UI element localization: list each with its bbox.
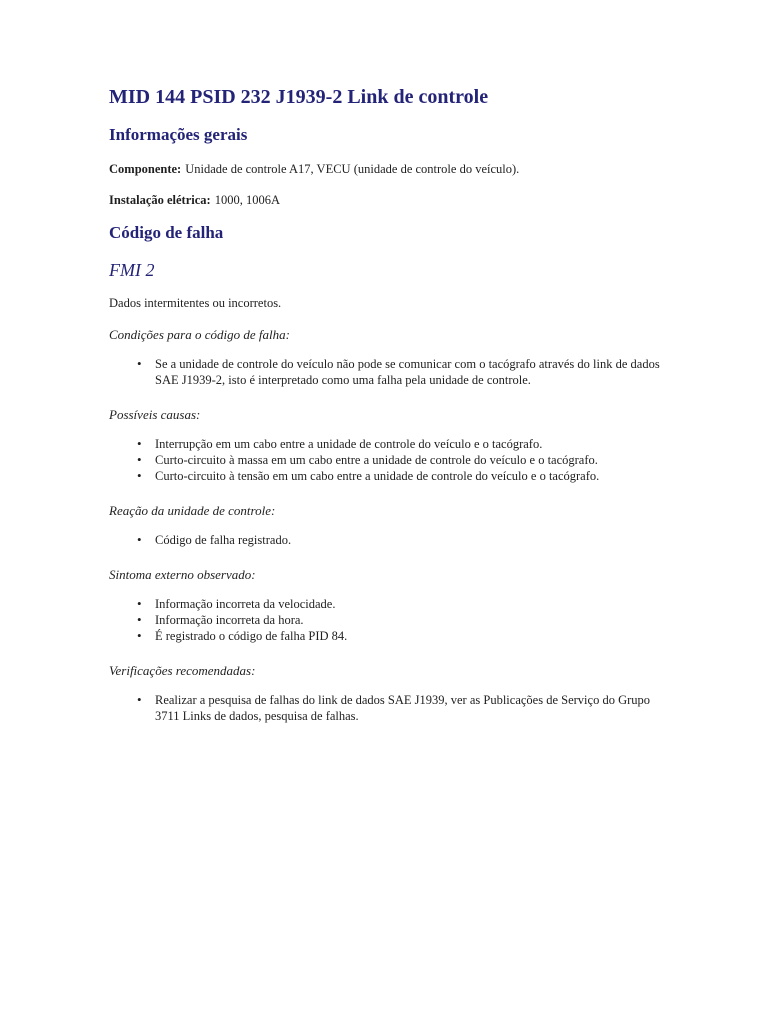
group-label-possiveis-causas: Possíveis causas: [109, 407, 201, 422]
field-value-componente: Unidade de controle A17, VECU (unidade de controle do veículo). [185, 162, 520, 176]
fault-description: Dados intermitentes ou incorretos. [109, 296, 282, 310]
bullet-list-reacao [109, 532, 668, 548]
bullet-item: • Código de falha registrado. [109, 532, 668, 548]
document-title: MID 144 PSID 232 J1939-2 Link de controle [109, 86, 489, 108]
field-label-componente: Componente: [109, 162, 182, 176]
group-label-sintoma: Sintoma externo observado: [109, 567, 256, 582]
bullet-item: • Se a unidade de controle do veículo não pode se comunicar com o tacógrafo através do link de dados SAE J1939-2, isto é interpretado como uma falha pela unidade de controle. [109, 356, 668, 388]
field-label-instalacao-eletrica: Instalação elétrica: [109, 193, 211, 207]
bullet-list-sintoma [109, 596, 668, 644]
fmi-subheading: FMI 2 [109, 260, 155, 280]
bullet-list-possiveis-causas [109, 436, 668, 484]
field-value-instalacao-eletrica: 1000, 1006A [214, 193, 280, 207]
field-componente [109, 161, 668, 177]
bullet-list-condicoes [109, 356, 668, 388]
bullet-list-verificacoes [109, 692, 668, 724]
bullet-item: • Curto-circuito à tensão em um cabo entre a unidade de controle do veículo e o tacógrafo. [109, 468, 668, 484]
bullet-item: • Informação incorreta da velocidade. [109, 596, 668, 612]
section-heading-fault-code: Código de falha [109, 223, 224, 242]
group-label-verificacoes: Verificações recomendadas: [109, 663, 256, 678]
bullet-item: • É registrado o código de falha PID 84. [109, 628, 668, 644]
group-label-condicoes: Condições para o código de falha: [109, 327, 290, 342]
bullet-item: • Realizar a pesquisa de falhas do link de dados SAE J1939, ver as Publicações de Serviço do Grupo 3711 Links de dados, pesquisa de falhas. [109, 692, 668, 724]
bullet-item: • Informação incorreta da hora. [109, 612, 668, 628]
field-instalacao-eletrica [109, 192, 668, 208]
bullet-item: • Interrupção em um cabo entre a unidade de controle do veículo e o tacógrafo. [109, 436, 668, 452]
bullet-item: • Curto-circuito à massa em um cabo entre a unidade de controle do veículo e o tacógrafo. [109, 452, 668, 468]
section-heading-general-info: Informações gerais [109, 125, 248, 144]
group-label-reacao: Reação da unidade de controle: [109, 503, 276, 518]
